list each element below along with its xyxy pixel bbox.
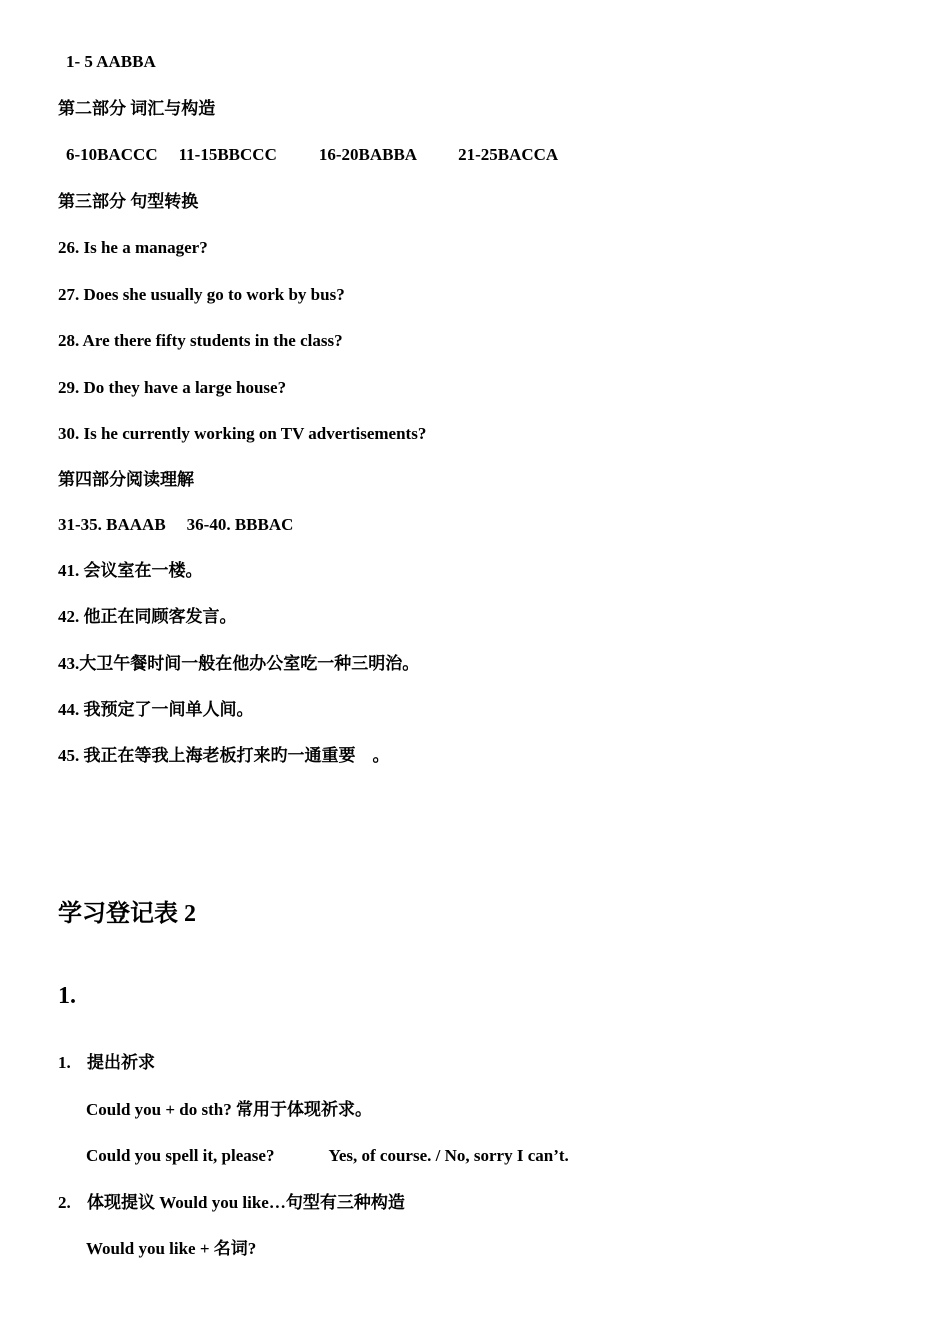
register-item-2-line: Would you like + 名词?: [86, 1239, 257, 1258]
part4-item: 44. 我预定了一间单人间。: [58, 700, 254, 719]
part4-mc-group: 36-40. BBBAC: [186, 515, 294, 534]
part3-item: 29. Do they have a large house?: [58, 378, 287, 397]
register-item-2-heading: [58, 1192, 405, 1214]
part4-heading: 第四部分阅读理解: [58, 470, 194, 489]
list-number: 2.: [58, 1193, 71, 1212]
part3-item: 28. Are there fifty students in the class?: [58, 331, 343, 350]
part4-item: 41. 会议室在一楼。: [58, 561, 203, 580]
part4-item: 45. 我正在等我上海老板打来旳一通重要 。: [58, 746, 390, 765]
part4-mc-answers: [58, 514, 293, 536]
part2-answer-group: 6-10BACCC: [66, 145, 158, 164]
part3-heading: 第三部分 句型转换: [58, 192, 199, 211]
part3-item: 26. Is he a manager?: [58, 238, 208, 257]
part4-item: 42. 他正在同顾客发言。: [58, 607, 237, 626]
example-question: Could you spell it, please?: [86, 1146, 275, 1165]
register-section-number: 1.: [58, 983, 76, 1009]
register-item-1-example: [86, 1145, 569, 1167]
example-answer: Yes, of course. / No, sorry I can’t.: [328, 1146, 569, 1165]
part2-answer-group: 11-15BBCCC: [178, 145, 277, 164]
register-item-heading: 提出祈求: [87, 1053, 155, 1072]
register-title: 学习登记表 2: [58, 901, 196, 927]
register-item-1-line: Could you + do sth? 常用于体现祈求。: [86, 1100, 372, 1119]
part2-answer-group: 21-25BACCA: [458, 145, 559, 164]
list-number: 1.: [58, 1053, 71, 1072]
part3-item: 30. Is he currently working on TV advertisements?: [58, 424, 427, 443]
part2-heading: 第二部分 词汇与构造: [58, 99, 216, 118]
part4-mc-group: 31-35. BAAAB: [58, 515, 166, 534]
part4-item: 43.大卫午餐时间一般在他办公室吃一种三明治。: [58, 654, 420, 673]
register-item-1-heading: [58, 1052, 155, 1074]
register-item-heading: 体现提议 Would you like…句型有三种构造: [87, 1193, 405, 1212]
part2-answers: [66, 144, 558, 166]
part3-item: 27. Does she usually go to work by bus?: [58, 285, 345, 304]
part2-answer-group: 16-20BABBA: [318, 145, 418, 164]
answer-line-1-5: 1- 5 AABBA: [66, 52, 156, 71]
